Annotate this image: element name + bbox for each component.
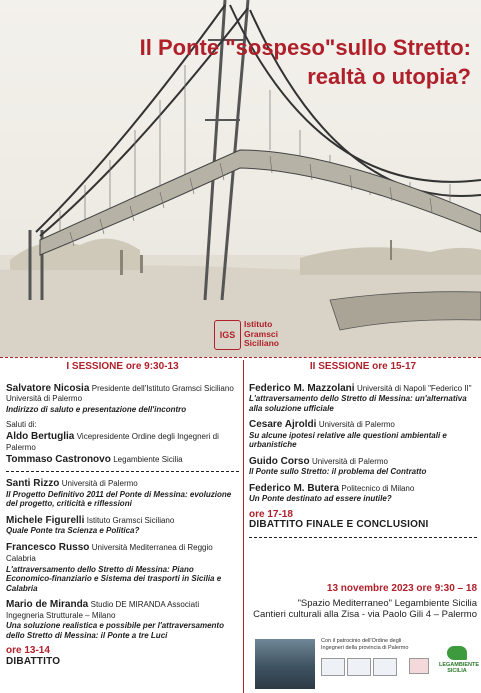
speaker-butera <box>249 483 477 504</box>
institute-logo <box>214 320 304 354</box>
speaker-mazzolani <box>249 383 477 414</box>
sponsor-logo <box>321 658 345 676</box>
talk-title: Un Ponte destinato ad essere inutile? <box>249 494 392 503</box>
region-logo <box>409 658 429 674</box>
greet-role: Vicepresidente Ordine degli Ingegneri di Palermo <box>6 431 219 452</box>
speaker-russo <box>6 542 239 594</box>
speaker-role: Presidente dell'Istituto Gramsci Siciliano <box>91 383 234 393</box>
talk-title: Indirizzo di saluto e presentazione dell'incontro <box>6 404 187 414</box>
logo-line-3: Siciliano <box>244 338 279 348</box>
sponsor-logo <box>347 658 371 676</box>
venue-place: "Spazio Mediterraneo" Legambiente Sicilia <box>297 597 477 609</box>
legambiente-sub: SICILIA <box>447 668 467 674</box>
speaker-name: Federico M. Mazzolani <box>249 382 355 394</box>
speaker-role: Università di Palermo <box>318 420 395 429</box>
speaker-role: Istituto Gramsci Siciliano <box>86 515 175 525</box>
event-venue <box>249 583 477 621</box>
legambiente-name: LEGAMBIENTE <box>439 662 480 668</box>
dashed-separator <box>6 471 239 472</box>
talk-title: Quale Ponte tra Scienza e Politica? <box>6 526 140 535</box>
leaf-icon <box>447 646 467 660</box>
speaker-rizzo <box>6 478 239 509</box>
speaker-role-2: Università di Palermo <box>6 394 83 403</box>
dashed-separator <box>249 537 477 538</box>
speaker-name: Federico M. Butera <box>249 482 340 494</box>
speaker-figurelli <box>6 515 239 536</box>
session-2-heading: II SESSIONE ore 15-17 <box>309 361 417 372</box>
logo-mark: IGS <box>214 320 241 350</box>
final-debate-time: ore 17-18 <box>249 508 293 520</box>
venue-photo <box>255 639 315 689</box>
speaker-role-2: Ingegneria Strutturale – Milano <box>6 610 116 620</box>
speaker-role: Università di Napoli "Federico II" <box>356 383 472 393</box>
logo-text <box>244 320 279 349</box>
talk-title: Il Ponte sullo Stretto: il problema del Contratto <box>249 467 427 476</box>
debate-label: DIBATTITO <box>6 655 61 667</box>
page-title <box>51 33 471 91</box>
speaker-name: Mario de Miranda <box>6 599 89 610</box>
speaker-name: Francesco Russo <box>6 541 90 553</box>
sponsor-logo <box>373 658 397 676</box>
speaker-name: Guido Corso <box>249 455 310 467</box>
top-divider <box>0 357 481 358</box>
legambiente-logo <box>439 646 480 674</box>
speaker-corso <box>249 456 477 477</box>
session-2-column <box>249 362 477 544</box>
speaker-role: Università di Palermo <box>311 456 388 466</box>
speaker-role: Politecnico di Milano <box>341 483 415 493</box>
logo-line-2: Gramsci <box>244 328 279 339</box>
speaker-role: Università Mediterranea di Reggio Calabria <box>6 542 213 563</box>
greet-role: Legambiente Sicilia <box>113 454 183 464</box>
speaker-name: Salvatore Nicosia <box>6 382 90 394</box>
speaker-role: Studio DE MIRANDA Associati <box>90 600 200 609</box>
greetings-label: Saluti di: <box>6 420 37 429</box>
venue-address: Cantieri culturali alla Zisa - via Paolo Gili 4 – Palermo <box>253 609 477 620</box>
speaker-name: Santi Rizzo <box>6 478 60 489</box>
session-1-heading: I SESSIONE ore 9:30-13 <box>66 361 179 372</box>
talk-title: L'attraversamento dello Stretto di Messina: Piano Economico-finanziario e Sistema dei trasporti in Sicilia e Calabria <box>6 564 222 593</box>
final-debate-label: DIBATTITO FINALE E CONCLUSIONI <box>249 519 429 530</box>
greetings <box>6 420 239 465</box>
title-line-1: Il Ponte "sospeso"sullo Stretto: <box>139 35 471 60</box>
logo-line-1: Istituto <box>244 319 273 329</box>
speaker-name: Cesare Ajroldi <box>249 419 317 430</box>
talk-title: Il Progetto Definitivo 2011 del Ponte di Messina: evoluzione del progetto, criticità e riflessioni <box>6 489 232 508</box>
speaker-ajroldi <box>249 419 477 450</box>
talk-title: Una soluzione realistica e possibile per l'attraversamento dello Stretto di Messina: il Ponte a tre Luci <box>6 621 224 640</box>
session-1-column <box>6 362 239 667</box>
greet-name: Tommaso Castronovo <box>6 453 111 465</box>
greet-name: Aldo Bertuglia <box>6 430 75 442</box>
title-line-2: realtà o utopia? <box>307 64 471 89</box>
talk-title: Su alcune ipotesi relative alle questioni ambientali e urbanistiche <box>249 430 447 449</box>
sponsor-footer <box>249 636 480 691</box>
event-date: 13 novembre 2023 ore 9:30 – 18 <box>326 583 477 594</box>
speaker-name: Michele Figurelli <box>6 514 85 526</box>
debate-time: ore 13-14 <box>6 645 50 656</box>
speaker-role: Università di Palermo <box>61 479 138 488</box>
patronage-text: Con il patrocinio dell'Ordine degli Ingegneri della provincia di Palermo <box>321 638 409 651</box>
talk-title: L'attraversamento dello Stretto di Messina: un'alternativa alla soluzione ufficiale <box>249 394 467 413</box>
speaker-nicosia <box>6 383 239 415</box>
column-divider <box>243 360 244 693</box>
speaker-de-miranda <box>6 599 239 640</box>
